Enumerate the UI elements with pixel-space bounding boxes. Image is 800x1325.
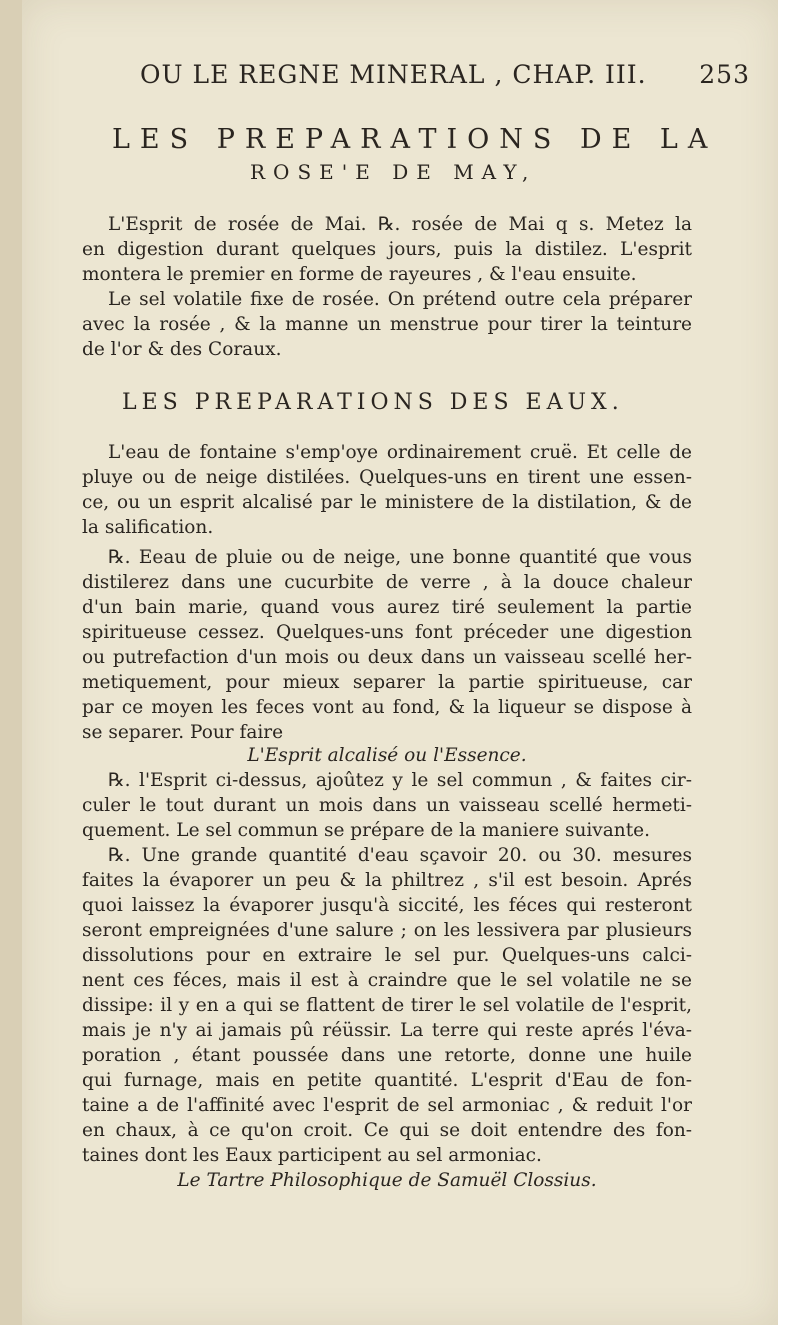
text-line: spiritueuse cessez. Quelques-uns font préceder une digestion	[82, 622, 692, 643]
text-line: pluye ou de neige distilées. Quelques-uns en tirent une essen-	[82, 467, 692, 488]
section-title-eaux: LES PREPARATIONS DES EAUX.	[122, 390, 624, 415]
text-line: la salification.	[82, 517, 214, 538]
text-line: en digestion durant quelques jours, puis la distilez. L'esprit	[82, 239, 692, 260]
text-line: par ce moyen les feces vont au fond, & la liqueur se dispose à	[82, 697, 692, 718]
text-line: ℞. Eeau de pluie ou de neige, une bonne quantité que vous	[108, 547, 692, 568]
subheading-text: Le Tartre Philosophique de Samuël Clossius.	[177, 1170, 597, 1191]
text-line: ou putrefaction d'un mois ou deux dans un vaisseau scellé her-	[82, 647, 692, 668]
text-line: mais je n'y ai jamais pû réüssir. La terre qui reste aprés l'éva-	[82, 1020, 692, 1041]
text-line: faites la évaporer un peu & la philtrez , s'il est besoin. Aprés	[82, 870, 692, 891]
text-line: montera le premier en forme de rayeures , & l'eau ensuite.	[82, 264, 637, 285]
book-page	[22, 0, 778, 1325]
running-head-title: OU LE REGNE MINERAL , CHAP. III.	[140, 60, 647, 89]
section-title-rosee-line2: ROSE'E DE MAY,	[250, 160, 537, 184]
text-line: quement. Le sel commun se prépare de la maniere suivante.	[82, 820, 650, 841]
text-line: L'Esprit de rosée de Mai. ℞. rosée de Mai q s. Metez la	[108, 214, 692, 235]
paragraph-eau-pluie	[82, 545, 692, 745]
subheading-esprit-alcalise	[82, 743, 692, 768]
text-line: culer le tout durant un mois dans un vaisseau scellé hermeti-	[82, 795, 692, 816]
text-line: en chaux, à ce qu'on croit. Ce qui se doit entendre des fon-	[82, 1120, 692, 1141]
paragraph-esprit-alcalise	[82, 768, 692, 843]
section-title-rosee: LES PREPARATIONS DE LA	[112, 124, 718, 155]
text-line: avec la rosée , & la manne un menstrue pour tirer la teinture	[82, 314, 692, 335]
book-spine	[0, 0, 22, 1325]
text-line: ℞. l'Esprit ci-dessus, ajoûtez y le sel commun , & faites cir-	[108, 770, 692, 791]
text-line: se separer. Pour faire	[82, 722, 284, 743]
text-line: taines dont les Eaux participent au sel armoniac.	[82, 1145, 542, 1166]
paragraph-sel-volatile	[82, 287, 692, 362]
running-head	[140, 60, 760, 89]
text-line: distilerez dans une cucurbite de verre , à la douce chaleur	[82, 572, 692, 593]
text-line: poration , étant poussée dans une retorte, donne une huile	[82, 1045, 692, 1066]
text-line: seront empreignées d'une salure ; on les lessivera par plusieurs	[82, 920, 692, 941]
text-line: L'eau de fontaine s'emp'oye ordinairement cruë. Et celle de	[108, 442, 692, 463]
text-line: nent ces féces, mais il est à craindre que le sel volatile ne se	[82, 970, 692, 991]
text-line: dissolutions pour en extraire le sel pur. Quelques-uns calci-	[82, 945, 692, 966]
text-line: d'un bain marie, quand vous aurez tiré seulement la partie	[82, 597, 692, 618]
text-line: Le sel volatile fixe de rosée. On prétend outre cela préparer	[108, 289, 692, 310]
text-line: quoi laissez la évaporer jusqu'à siccité, les féces qui resteront	[82, 895, 692, 916]
text-line: qui furnage, mais en petite quantité. L'esprit d'Eau de fon-	[82, 1070, 692, 1091]
text-line: ℞. Une grande quantité d'eau sçavoir 20. ou 30. mesures	[108, 845, 692, 866]
paragraph-sel-commun	[82, 843, 692, 1168]
text-line: dissipe: il y en a qui se flattent de tirer le sel volatile de l'esprit,	[82, 995, 692, 1016]
text-line: taine a de l'affinité avec l'esprit de sel armoniac , & reduit l'or	[82, 1095, 692, 1116]
paragraph-eau-fontaine	[82, 440, 692, 540]
text-line: de l'or & des Coraux.	[82, 339, 282, 360]
paragraph-esprit-rosee	[82, 212, 692, 287]
text-line: metiquement, pour mieux separer la partie spiritueuse, car	[82, 672, 692, 693]
subheading-text: L'Esprit alcalisé ou l'Essence.	[247, 745, 527, 766]
subheading-tartre	[82, 1168, 692, 1193]
text-line: ce, ou un esprit alcalisé par le ministere de la distilation, & de	[82, 492, 692, 513]
page-number: 253	[699, 60, 750, 89]
